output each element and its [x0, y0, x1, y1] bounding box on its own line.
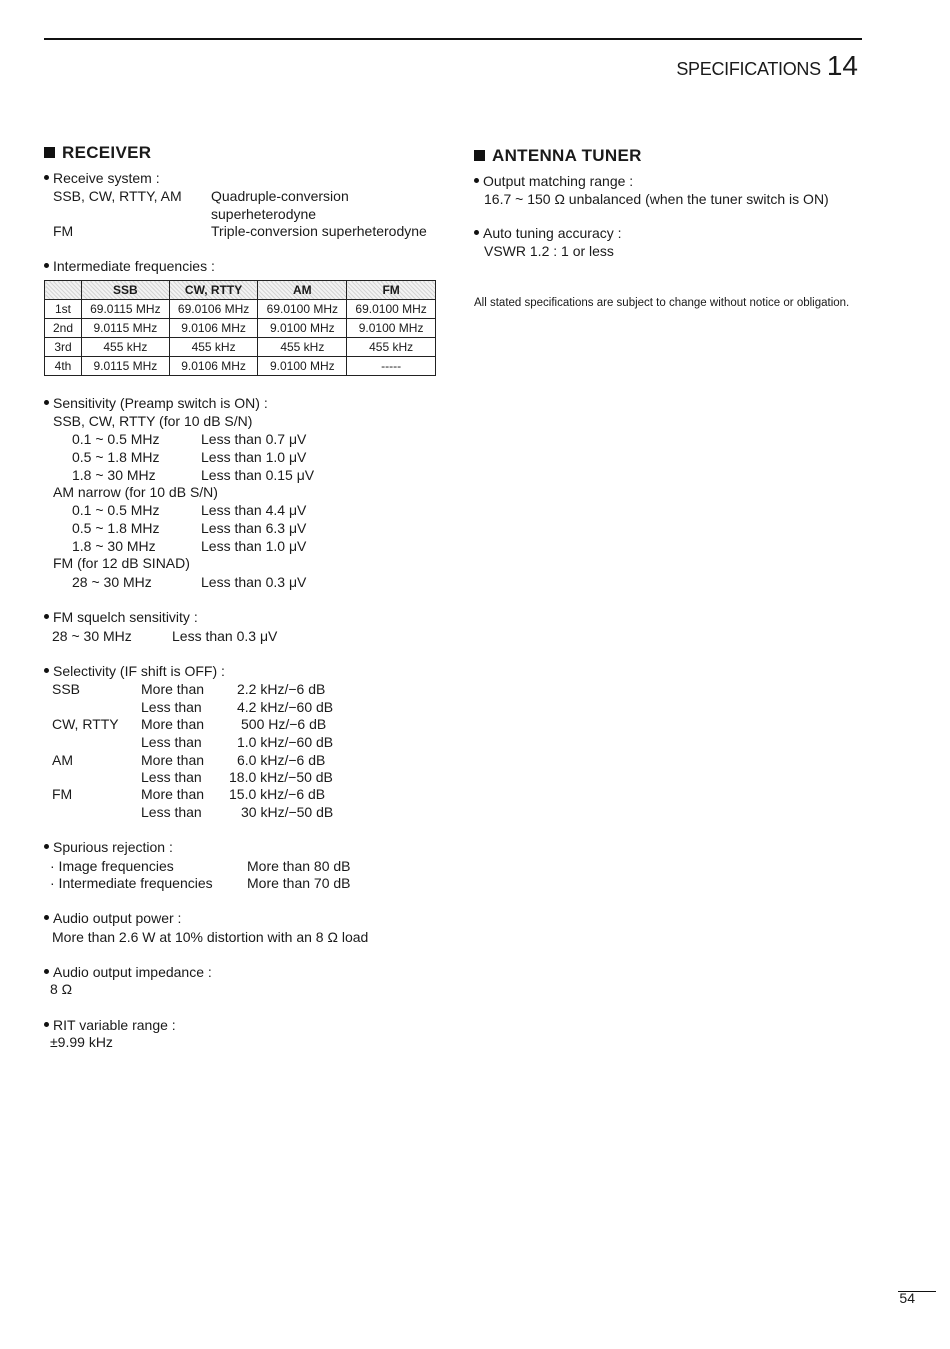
- disclaimer-note: All stated specifications are subject to change without notice or obligation.: [474, 297, 850, 309]
- receiver-title-text: RECEIVER: [62, 143, 152, 162]
- selectivity-cond: More than: [141, 681, 205, 697]
- receiver-section-title: [44, 143, 151, 163]
- table-cell: -----: [347, 357, 436, 376]
- if-table: [44, 280, 436, 376]
- table-cell: 9.0100 MHz: [258, 357, 347, 376]
- bullet-icon: [44, 1022, 49, 1027]
- sensitivity-range: 1.8 ~ 30 MHz: [72, 467, 156, 483]
- header-rule: [44, 38, 862, 40]
- table-cell: 9.0115 MHz: [82, 357, 170, 376]
- selectivity-cond: Less than: [141, 804, 202, 820]
- receive-system-value-1b: superheterodyne: [211, 206, 317, 222]
- table-cell: 455 kHz: [347, 338, 436, 357]
- squelch-label-text: FM squelch sensitivity :: [53, 609, 198, 625]
- if-table-corner: [45, 281, 82, 300]
- bullet-icon: [44, 915, 49, 920]
- selectivity-mode: CW, RTTY: [52, 716, 119, 732]
- bullet-icon: [44, 614, 49, 619]
- sensitivity-range: 0.5 ~ 1.8 MHz: [72, 520, 160, 536]
- rit-label-text: RIT variable range :: [53, 1017, 176, 1033]
- selectivity-cond: Less than: [141, 734, 202, 750]
- receive-system-mode-2: FM: [53, 223, 74, 239]
- table-row: [45, 338, 436, 357]
- if-label-text: Intermediate frequencies :: [53, 258, 215, 274]
- audio-power-label: [44, 909, 181, 927]
- sensitivity-range: 1.8 ~ 30 MHz: [72, 538, 156, 554]
- selectivity-value: 15.0 kHz/−6 dB: [229, 786, 326, 802]
- selectivity-mode: SSB: [52, 681, 81, 697]
- bullet-icon: [44, 844, 49, 849]
- bullet-icon: [44, 400, 49, 405]
- if-row-label: 3rd: [45, 338, 82, 357]
- spurious-name: · Image frequencies: [50, 858, 174, 874]
- table-row: [45, 357, 436, 376]
- table-cell: 455 kHz: [258, 338, 347, 357]
- selectivity-cond: More than: [141, 752, 205, 768]
- table-cell: 9.0106 MHz: [169, 319, 258, 338]
- audio-impedance-label: [44, 963, 212, 981]
- spurious-name: · Intermediate frequencies: [50, 875, 213, 891]
- selectivity-mode: AM: [52, 752, 73, 768]
- sensitivity-value: Less than 6.3 μV: [201, 520, 307, 536]
- header-title: SPECIFICATIONS: [676, 59, 821, 79]
- table-cell: 69.0115 MHz: [82, 300, 170, 319]
- spurious-label: [44, 838, 173, 856]
- sensitivity-range: 0.1 ~ 0.5 MHz: [72, 502, 160, 518]
- antenna-tuner-title-text: ANTENNA TUNER: [492, 146, 642, 165]
- if-row-label: 2nd: [45, 319, 82, 338]
- selectivity-cond: Less than: [141, 699, 202, 715]
- squelch-value: Less than 0.3 μV: [172, 628, 278, 644]
- bullet-icon: [44, 969, 49, 974]
- rit-value: ±9.99 kHz: [50, 1034, 113, 1050]
- selectivity-value: 2.2 kHz/−6 dB: [237, 681, 326, 697]
- selectivity-value: 6.0 kHz/−6 dB: [237, 752, 326, 768]
- chapter-number: 14: [826, 50, 858, 81]
- accuracy-value: VSWR 1.2 : 1 or less: [484, 243, 614, 259]
- selectivity-cond: More than: [141, 786, 205, 802]
- sensitivity-label: [44, 394, 268, 412]
- if-row-label: 1st: [45, 300, 82, 319]
- bullet-icon: [44, 668, 49, 673]
- squelch-range: 28 ~ 30 MHz: [52, 628, 132, 644]
- if-row-label: 4th: [45, 357, 82, 376]
- matching-label: [474, 172, 633, 190]
- matching-label-text: Output matching range :: [483, 173, 634, 189]
- audio-impedance-label-text: Audio output impedance :: [53, 964, 212, 980]
- rit-label: [44, 1016, 176, 1034]
- selectivity-value: 30 kHz/−50 dB: [241, 804, 334, 820]
- selectivity-cond: More than: [141, 716, 205, 732]
- table-cell: 9.0106 MHz: [169, 357, 258, 376]
- if-label: [44, 257, 215, 275]
- table-cell: 69.0106 MHz: [169, 300, 258, 319]
- spurious-label-text: Spurious rejection :: [53, 839, 173, 855]
- table-row: [45, 300, 436, 319]
- sensitivity-value: Less than 1.0 μV: [201, 538, 307, 554]
- page-header: [676, 50, 858, 82]
- matching-value: 16.7 ~ 150 Ω unbalanced (when the tuner switch is ON): [484, 191, 829, 207]
- antenna-tuner-section-title: [474, 146, 642, 166]
- squelch-label: [44, 608, 198, 626]
- table-cell: 69.0100 MHz: [258, 300, 347, 319]
- audio-impedance-value: 8 Ω: [50, 981, 73, 997]
- audio-power-label-text: Audio output power :: [53, 910, 182, 926]
- selectivity-value: 18.0 kHz/−50 dB: [229, 769, 333, 785]
- spurious-value: More than 80 dB: [247, 858, 351, 874]
- table-cell: 69.0100 MHz: [347, 300, 436, 319]
- selectivity-label-text: Selectivity (IF shift is OFF) :: [53, 663, 225, 679]
- table-cell: 9.0115 MHz: [82, 319, 170, 338]
- receive-system-value-1: Quadruple-conversion: [211, 188, 349, 204]
- selectivity-mode: FM: [52, 786, 73, 802]
- receive-system-label: [44, 169, 160, 187]
- sensitivity-value: Less than 0.3 μV: [201, 574, 307, 590]
- sensitivity-value: Less than 1.0 μV: [201, 449, 307, 465]
- selectivity-value: 500 Hz/−6 dB: [241, 716, 327, 732]
- table-cell: 455 kHz: [82, 338, 170, 357]
- sensitivity-value: Less than 0.15 μV: [201, 467, 315, 483]
- receive-system-mode-1: SSB, CW, RTTY, AM: [53, 188, 182, 204]
- selectivity-value: 1.0 kHz/−60 dB: [237, 734, 334, 750]
- table-cell: 455 kHz: [169, 338, 258, 357]
- sensitivity-group-heading: FM (for 12 dB SINAD): [53, 555, 190, 571]
- bullet-icon: [474, 230, 479, 235]
- square-bullet-icon: [474, 150, 485, 161]
- bullet-icon: [44, 263, 49, 268]
- bullet-icon: [44, 175, 49, 180]
- table-cell: 9.0100 MHz: [347, 319, 436, 338]
- if-col-fm: FM: [347, 281, 436, 300]
- bullet-icon: [474, 178, 479, 183]
- sensitivity-value: Less than 0.7 μV: [201, 431, 307, 447]
- sensitivity-label-text: Sensitivity (Preamp switch is ON) :: [53, 395, 268, 411]
- spurious-value: More than 70 dB: [247, 875, 351, 891]
- receive-system-value-2: Triple-conversion superheterodyne: [211, 223, 427, 239]
- accuracy-label: [474, 224, 622, 242]
- selectivity-cond: Less than: [141, 769, 202, 785]
- if-col-am: AM: [258, 281, 347, 300]
- sensitivity-group-heading: SSB, CW, RTTY (for 10 dB S/N): [53, 413, 253, 429]
- sensitivity-group-heading: AM narrow (for 10 dB S/N): [53, 484, 218, 500]
- sensitivity-range: 0.5 ~ 1.8 MHz: [72, 449, 160, 465]
- selectivity-label: [44, 662, 225, 680]
- table-cell: 9.0100 MHz: [258, 319, 347, 338]
- if-col-ssb: SSB: [82, 281, 170, 300]
- accuracy-label-text: Auto tuning accuracy :: [483, 225, 622, 241]
- receive-system-label-text: Receive system :: [53, 170, 160, 186]
- selectivity-value: 4.2 kHz/−60 dB: [237, 699, 334, 715]
- square-bullet-icon: [44, 147, 55, 158]
- sensitivity-range: 0.1 ~ 0.5 MHz: [72, 431, 160, 447]
- sensitivity-range: 28 ~ 30 MHz: [72, 574, 152, 590]
- audio-power-value: More than 2.6 W at 10% distortion with an 8 Ω load: [52, 929, 369, 945]
- table-row: [45, 319, 436, 338]
- page-number: 54: [899, 1290, 915, 1306]
- if-col-cw-rtty: CW, RTTY: [169, 281, 258, 300]
- sensitivity-value: Less than 4.4 μV: [201, 502, 307, 518]
- if-table-header-row: [45, 281, 436, 300]
